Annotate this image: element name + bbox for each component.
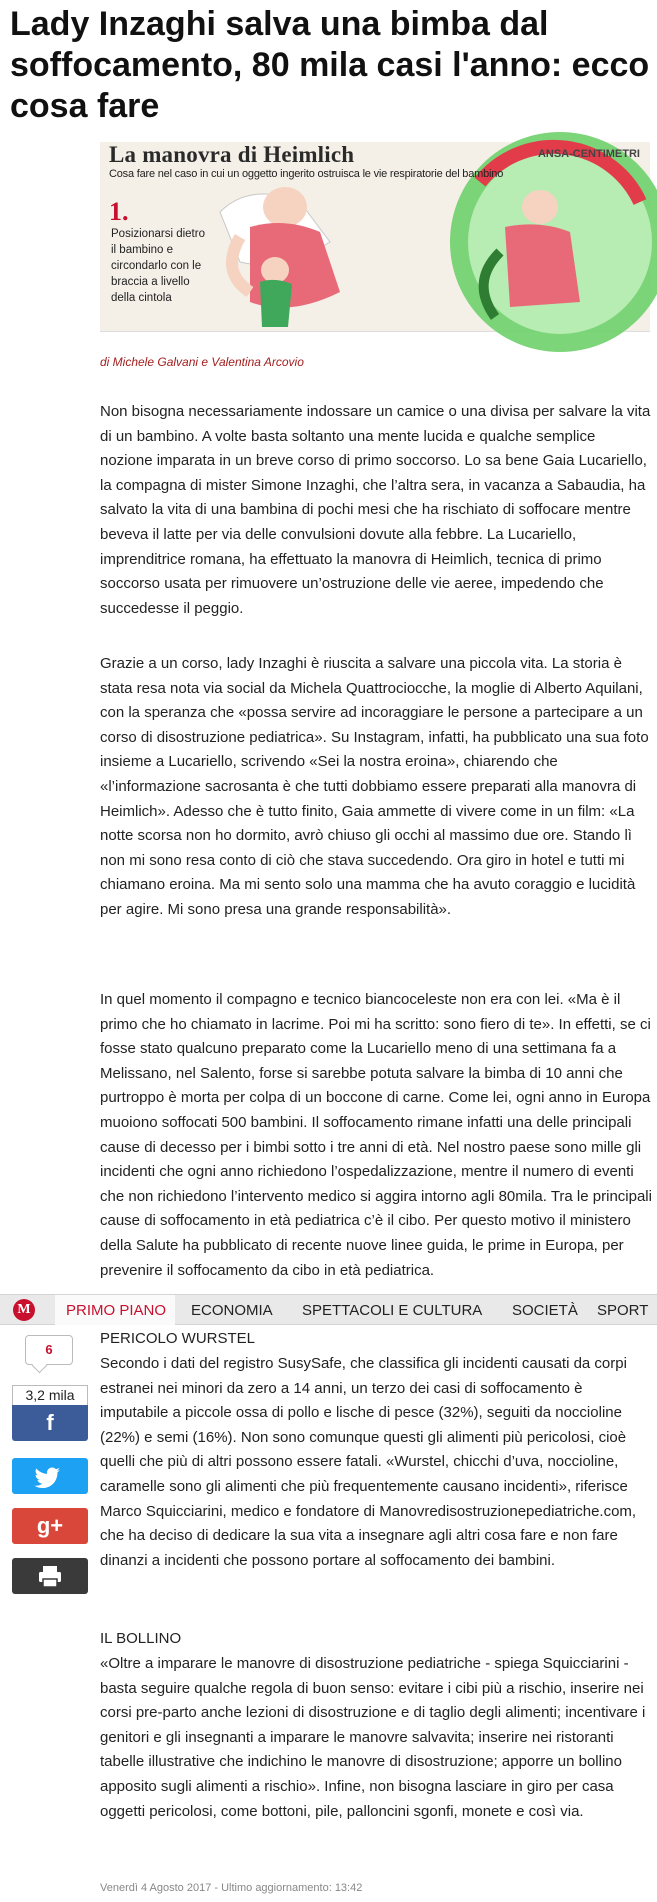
share-count: 3,2 mila [12, 1385, 88, 1405]
infographic-source: ANSA-CENTIMETRI [537, 148, 640, 160]
facebook-icon: f [46, 1410, 54, 1435]
nav-item-primo-piano[interactable]: PRIMO PIANO [66, 1302, 167, 1319]
section-heading: PERICOLO WURSTEL [100, 1330, 256, 1347]
twitter-share-button[interactable] [12, 1458, 88, 1494]
twitter-icon [12, 1458, 88, 1494]
article-paragraph: Non bisogna necessariamente indossare un camice o una divisa per salvare la vita di un bambino. A volte basta soltanto una mente lucida e qualche semplice nozione imparata in un breve corso di primo soccorso. Lo sa bene Gaia Lucariello, la compagna di mister Simone Inzaghi, che l’altra sera, in vacanza a Sabaudia, ha salvato la vita di una bambina di pochi mesi che ha rischiato di soffocare mentre beveva il latte per via delle convulsioni dovute alla febbre. La Lucariello, imprenditrice romana, ha effettuato la manovra di Heimlich, tecnica di primo soccorso usata per rimuovere un’ostruzione delle vie aeree, impedendo che succedesse il peggio. [100, 403, 651, 617]
article-paragraph: In quel momento il compagno e tecnico biancoceleste non era con lei. «Ma è il primo che ho chiamato in lacrime. Poi mi ha scritto: sono fiero di te». In effetti, se ci fosse stato qualcuno preparato come la Lucariello meno di una settimana fa a Melissano, nel Salento, forse si sarebbe potuta salvare la bimba di 10 anni che purtroppo è morta per colpa di un boccone di carne. Come lei, ogni anno in Europa muoiono soffocati 500 bambini. Il soffocamento rimane infatti una delle principali cause di decesso per i bimbi sotto i tre anni di età. Nel nostro paese sono mille gli incidenti che ogni anno richiedono l’ospedalizzazione, mentre il numero di eventi che non richiedono l’intervento medico si aggira intorno agli 80mila. Tra le principali cause di soffocamento in età pediatrica c’è il cibo. Per questo motivo il ministero della Salute ha pubblicato di recente nuove linee guida, le prime in Europa, per prevenire il soffocamento da cibo in età pediatrica. [100, 991, 652, 1279]
section-heading: IL BOLLINO [100, 1630, 182, 1647]
infographic-title: La manovra di Heimlich [109, 142, 355, 167]
article-date: Venerdì 4 Agosto 2017 - Ultimo aggiornamento: 13:42 [100, 1882, 363, 1894]
infographic-step-number: 1. [109, 197, 129, 226]
nav-item-spettacoli-e-cultura[interactable]: SPETTACOLI E CULTURA [302, 1302, 483, 1319]
print-button[interactable] [12, 1558, 88, 1594]
nav-item-societa[interactable]: SOCIETÀ [512, 1302, 578, 1319]
googleplus-share-button[interactable] [12, 1508, 88, 1544]
infographic-step-text: Posizionarsi dietro il bambino e circondarlo con le braccia a livello della cintola [111, 228, 205, 304]
article-headline: Lady Inzaghi salva una bimba dal soffocamento, 80 mila casi l'anno: ecco cosa fare [10, 5, 650, 125]
googleplus-icon: g+ [36, 1513, 64, 1538]
article-paragraph: Grazie a un corso, lady Inzaghi è riuscita a salvare una piccola vita. La storia è stata resa nota via social da Michela Quattrociocche, la moglie di Alberto Aquilani, con la speranza che «possa servire ad incoraggiare le persone a partecipare a un corso di disostruzione pediatrica». Su Instagram, infatti, ha pubblicato una sua foto insieme a Lucariello, scrivendo «Sei la nostra eroina», chiarendo che «l’informazione sacrosanta è che tutti dobbiamo essere preparati alla manovra di Heimlich». Adesso che è tutto finito, Gaia ammette di vivere come in un film: «La notte scorsa non ho dormito, avrò chiuso gli occhi al massimo due ore. Stando lì non mi sono resa conto di ciò che stava succedendo. Ora giro in hotel e tutti mi chiamano eroina. Ma mi sento solo una mamma che ha avuto coraggio e lucidità per agire. Mi sono presa una grande responsabilità». [100, 655, 649, 918]
nav-item-economia[interactable]: ECONOMIA [191, 1302, 273, 1319]
article-byline: di Michele Galvani e Valentina Arcovio [100, 355, 304, 369]
comments-count-button[interactable]: 6 [25, 1335, 73, 1365]
article-paragraph: «Oltre a imparare le manovre di disostruzione pediatriche - spiega Squicciarini - basta seguire qualche regola di buon senso: evitare i cibi più a rischio, inserire nei corsi pre-parto anche lezioni di disostruzione e di taglio degli alimenti; incentivare i genitori e gli insegnanti a imparare le manovre salvavita; inserire nei ristoranti tabelle illustrative che indichino le manovre di disostruzione; apporre un bollino apposito sugli alimenti a rischio». Infine, non bisogna lasciare in giro per casa oggetti pericolosi, come bottoni, pile, palloncini sgonfi, monete e così via. [100, 1655, 646, 1820]
facebook-share-button[interactable] [12, 1405, 88, 1441]
section-navbar [0, 1294, 657, 1325]
article-paragraph: Secondo i dati del registro SusySafe, che classifica gli incidenti causati da corpi estranei nei minori da zero a 14 anni, un terzo dei casi di soffocamento è imputabile a piccole ossa di pollo e lische di pesce (32%), seguiti da noccioline (22%) e semi (16%). Non sono comunque questi gli alimenti più pericolosi, cioè quelli che più di altri possono essere fatali. «Wurstel, chicchi d’uva, noccioline, caramelle sono gli alimenti che più frequentemente causano incidenti», riferisce Marco Squicciarini, medico e fondatore di Manovredisostruzionepediatriche.com, che ha deciso di dedicare la sua vita a insegnare agli altri cosa fare e non fare dinanzi a incidenti che possono portare al soffocamento dei bambini. [100, 1355, 637, 1569]
nav-item-sport[interactable]: SPORT [597, 1302, 649, 1319]
infographic-subtitle: Cosa fare nel caso in cui un oggetto ingerito ostruisca le vie respiratorie del bambino [109, 168, 504, 180]
print-icon [12, 1558, 88, 1594]
heimlich-infographic [100, 142, 650, 332]
site-logo-icon[interactable]: M [13, 1299, 35, 1321]
